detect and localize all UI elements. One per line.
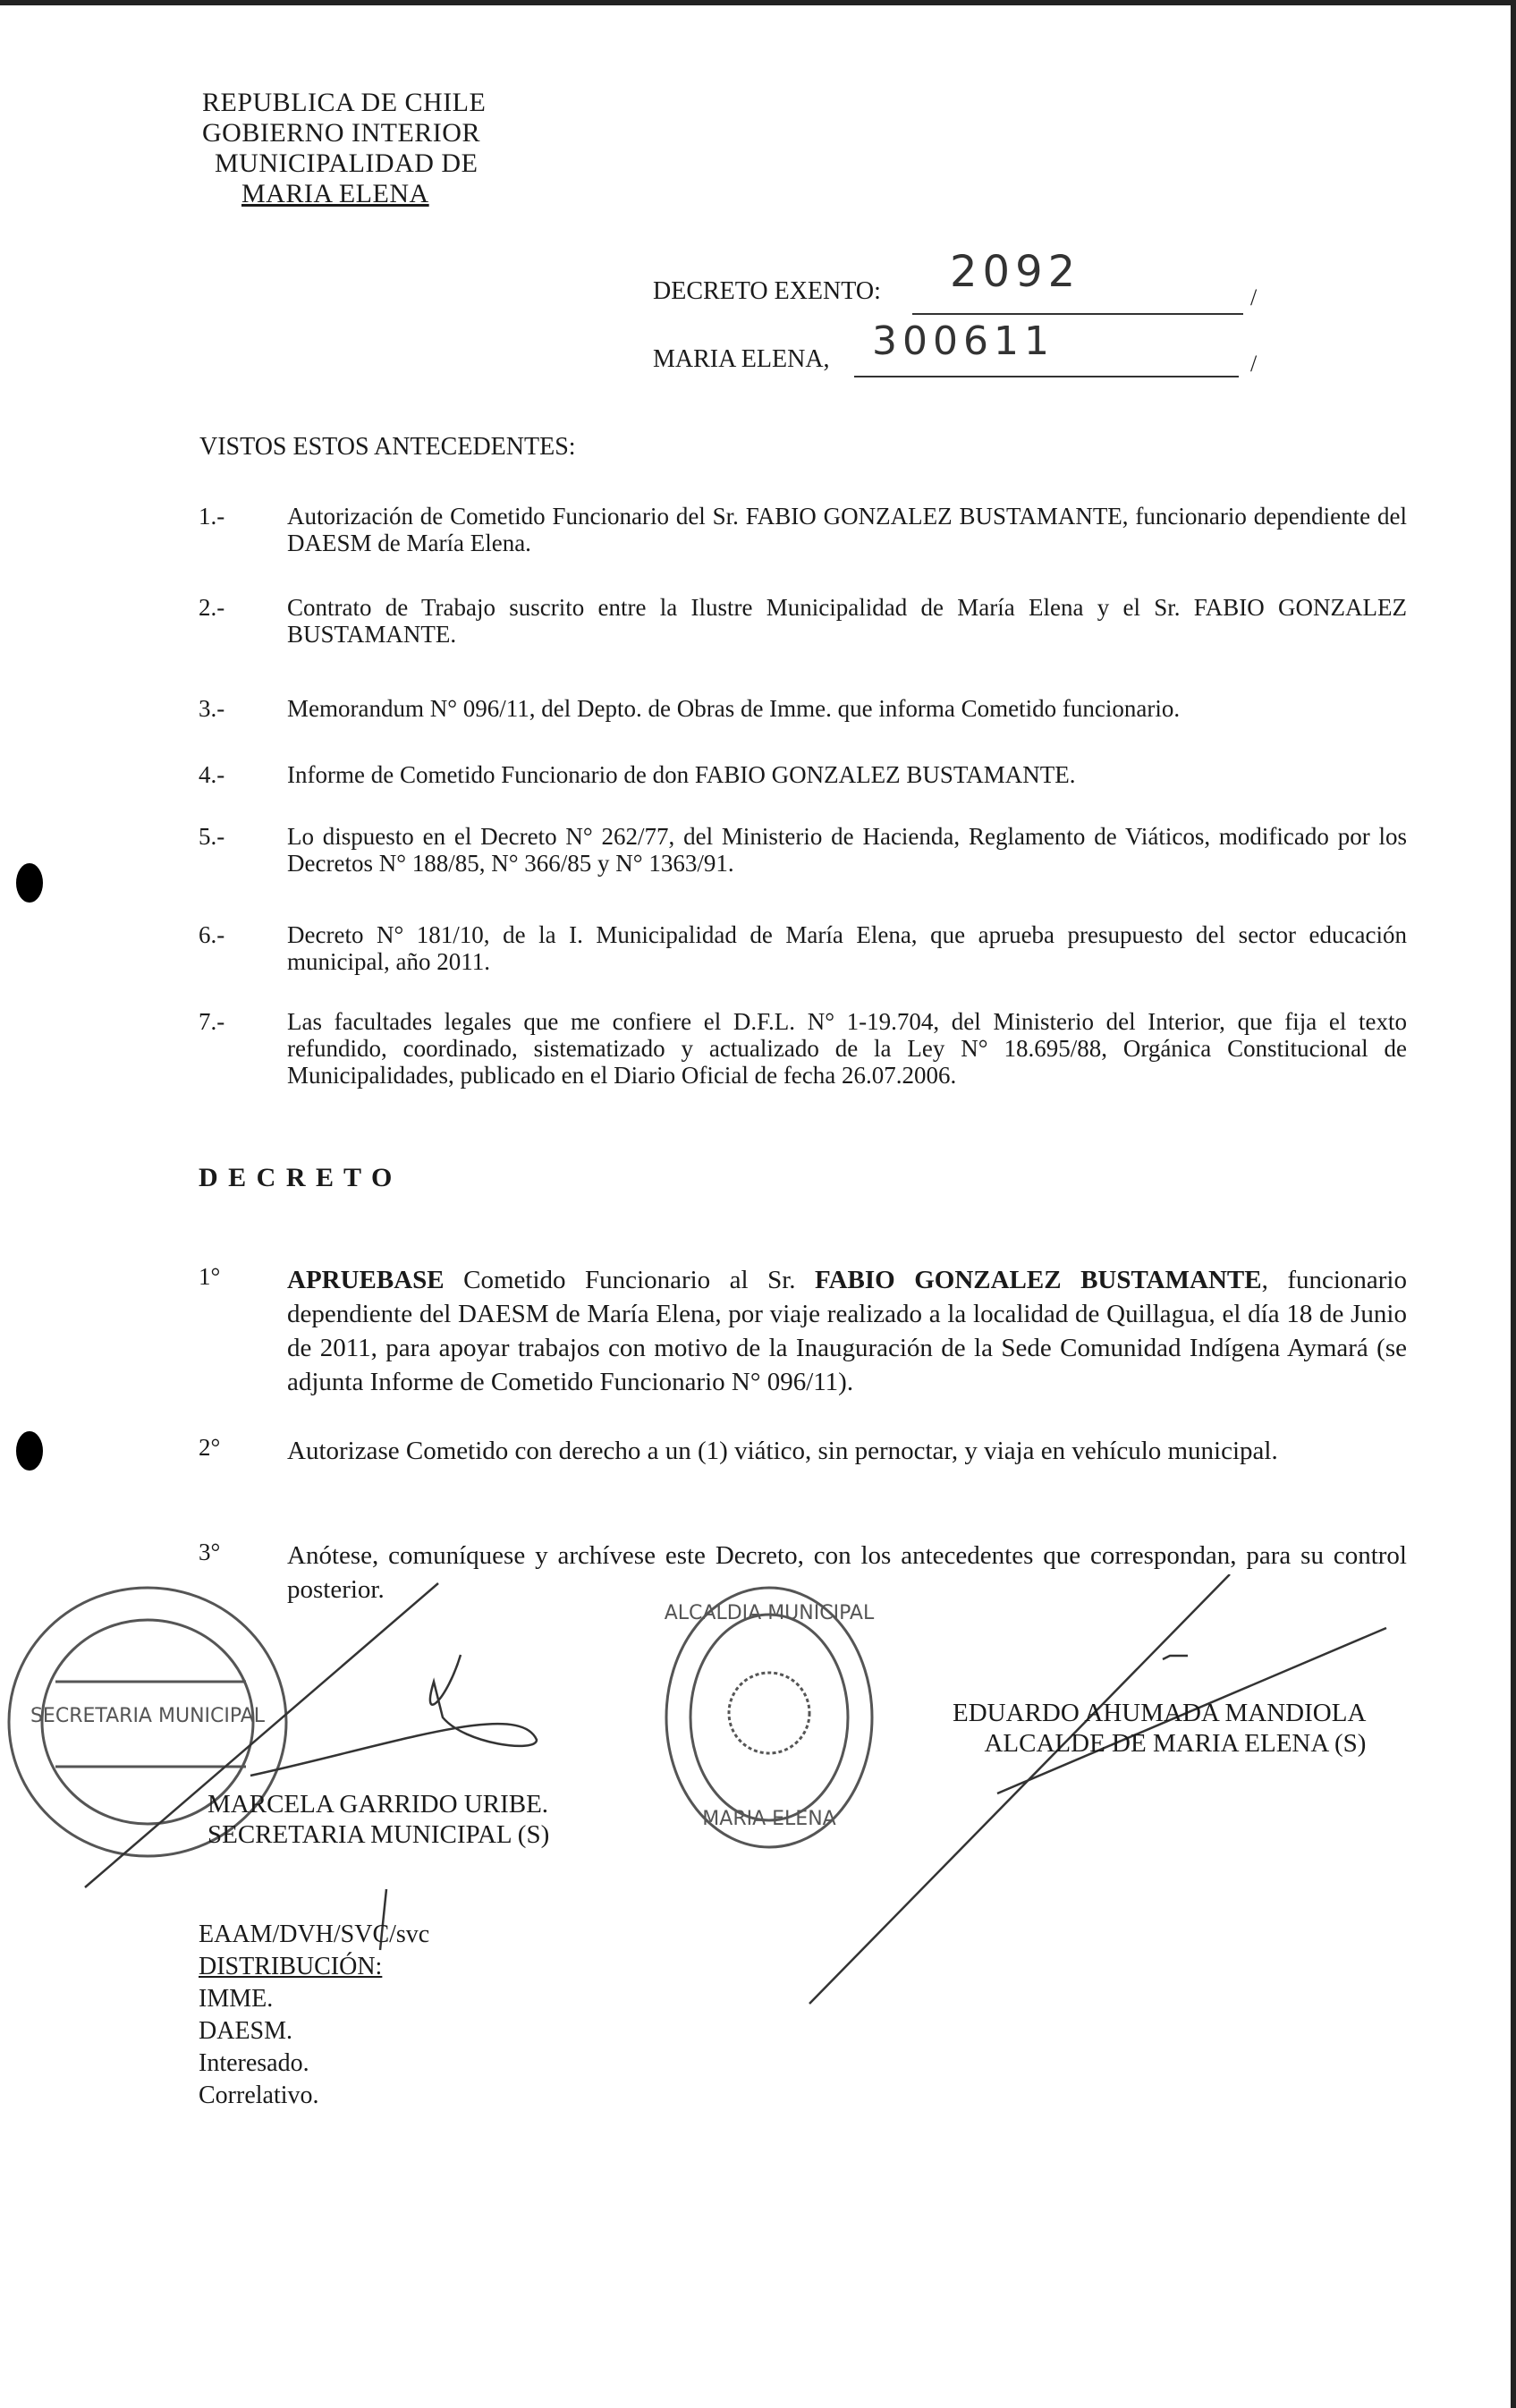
- decree-exento-label: DECRETO EXENTO:: [653, 277, 881, 305]
- underline: [854, 376, 1239, 377]
- secretary-signature-block: [207, 1789, 549, 1850]
- slash: /: [1250, 351, 1258, 377]
- letterhead-line: MARIA ELENA: [241, 179, 429, 208]
- article-2: Autorizase Cometido con derecho a un (1) viático, sin pernoctar, y viaja en vehículo municipal.: [287, 1437, 1278, 1465]
- article-1: [287, 1263, 1407, 1399]
- letterhead-line: GOBIERNO INTERIOR: [202, 118, 480, 148]
- stamp-outer-text: ALCALDIA MUNICIPAL: [664, 1602, 875, 1624]
- item-number: 7.-: [199, 1008, 225, 1035]
- slash: /: [1250, 284, 1258, 310]
- letterhead-line: REPUBLICA DE CHILE: [202, 88, 487, 117]
- article-number: 2°: [199, 1434, 221, 1461]
- antecedent-item: Informe de Cometido Funcionario de don FABIO GONZALEZ BUSTAMANTE.: [287, 761, 1076, 788]
- antecedent-item: Lo dispuesto en el Decreto N° 262/77, del Ministerio de Hacienda, Reglamento de Viáticos, modificado por los Decretos N° 188/85, N° 366/85 y N° 1363/91.: [287, 823, 1407, 877]
- mayor-name: EDUARDO AHUMADA MANDIOLA: [953, 1699, 1367, 1727]
- bold-text: APRUEBASE: [287, 1266, 445, 1294]
- punch-hole: [16, 1431, 43, 1471]
- mayor-signature-block: [953, 1698, 1366, 1759]
- item-number: 6.-: [199, 921, 225, 948]
- scan-edge-top: [0, 0, 1516, 5]
- secretary-title: SECRETARIA MUNICIPAL (S): [207, 1820, 550, 1849]
- secretary-name: MARCELA GARRIDO URIBE.: [207, 1790, 549, 1819]
- item-number: 1.-: [199, 503, 225, 530]
- bold-name: FABIO GONZALEZ BUSTAMANTE: [815, 1266, 1262, 1294]
- item-number: 3.-: [199, 695, 225, 722]
- stamp-bottom-text: MARIA ELENA: [702, 1808, 836, 1830]
- article-number: 3°: [199, 1539, 221, 1565]
- antecedent-item: Las facultades legales que me confiere el D.F.L. N° 1-19.704, del Ministerio del Interior, que fija el texto refundido, coordinado, sistematizado y actualizado de la Ley N° 18.695/88, Orgánica Constitucional de Municipalidades, publicado en el Diario Oficial de fecha 26.07.2006.: [287, 1008, 1407, 1089]
- article-3: Anótese, comuníquese y archívese este Decreto, con los antecedentes que correspondan, para su control posterior.: [287, 1541, 1407, 1604]
- antecedent-item: Decreto N° 181/10, de la I. Municipalidad de María Elena, que aprueba presupuesto del sector educación municipal, año 2011.: [287, 921, 1407, 975]
- text: Cometido Funcionario al Sr.: [444, 1266, 816, 1294]
- letterhead: [202, 88, 486, 209]
- distribution-item: Correlativo.: [199, 2082, 319, 2109]
- mayor-title: ALCALDE DE MARIA ELENA (S): [984, 1729, 1367, 1758]
- punch-hole: [16, 863, 43, 903]
- text: , funcionario dependiente del DAESM de María Elena, por viaje realizado a la localidad de Quillagua, el día 18 de Junio de 2011, para apoyar trabajos con motivo de la Inauguración de la Sede Comunidad Indígena Aymará (se adjunta Informe de Cometido Funcionario N° 096/11).: [287, 1266, 1407, 1396]
- place-label: MARIA ELENA,: [653, 345, 830, 373]
- decree-date: 300611: [872, 318, 1054, 364]
- antecedent-item: Autorización de Cometido Funcionario del Sr. FABIO GONZALEZ BUSTAMANTE, funcionario dependiente del DAESM de María Elena.: [287, 503, 1407, 556]
- distribution-item: Interesado.: [199, 2049, 309, 2077]
- item-number: 4.-: [199, 761, 225, 788]
- antecedent-item: Contrato de Trabajo suscrito entre la Ilustre Municipalidad de María Elena y el Sr. FABIO GONZALEZ BUSTAMANTE.: [287, 594, 1407, 648]
- distribution-label: DISTRIBUCIÓN:: [199, 1953, 383, 1980]
- item-number: 5.-: [199, 823, 225, 850]
- distribution-item: IMME.: [199, 1985, 274, 2013]
- stamp-inner-text: SECRETARIA MUNICIPAL: [30, 1705, 266, 1727]
- initials: EAAM/DVH/SVC/svc: [199, 1920, 430, 1948]
- underline: [912, 313, 1243, 315]
- article-number: 1°: [199, 1263, 221, 1290]
- antecedent-item: Memorandum N° 096/11, del Depto. de Obras de Imme. que informa Cometido funcionario.: [287, 695, 1181, 722]
- letterhead-line: MUNICIPALIDAD DE: [215, 148, 479, 178]
- distribution-block: [199, 1919, 429, 2112]
- vistos-title: VISTOS ESTOS ANTECEDENTES:: [199, 433, 576, 461]
- decree-exento-number: 2092: [950, 247, 1081, 297]
- item-number: 2.-: [199, 594, 225, 621]
- decreto-title: D E C R E T O: [199, 1163, 394, 1192]
- distribution-item: DAESM.: [199, 2017, 293, 2045]
